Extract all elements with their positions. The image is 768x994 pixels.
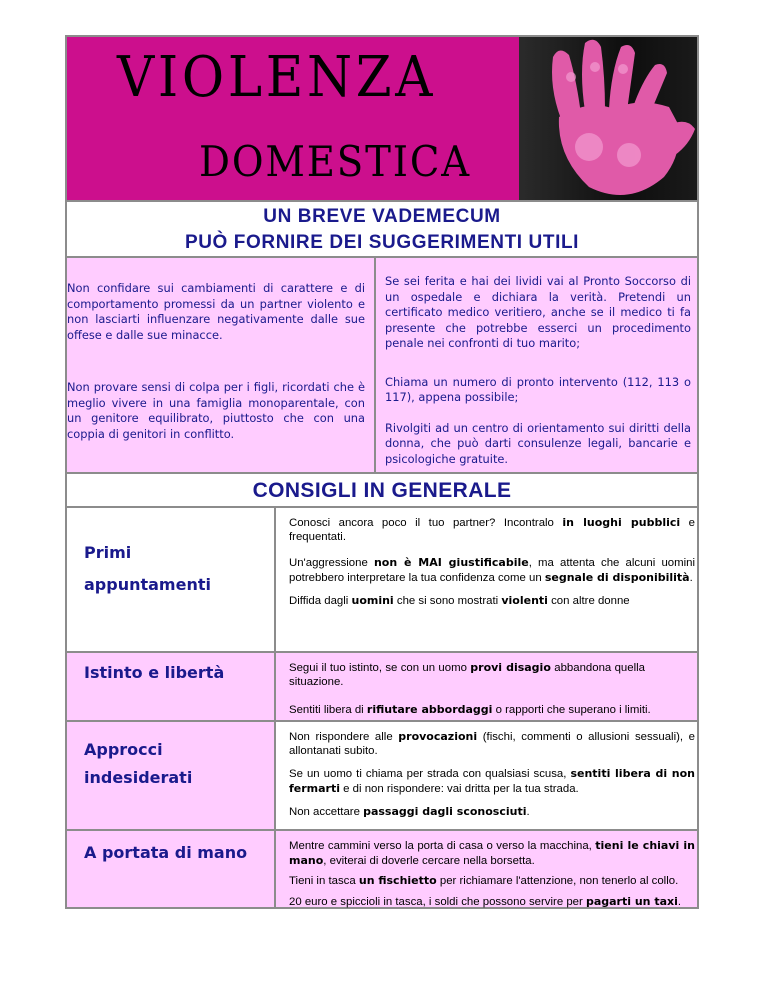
advice-text: 20 euro e spiccioli in tasca, i soldi che possono servire per pagarti un taxi. <box>289 894 682 908</box>
tip-text: Non confidare sui cambiamenti di carattere e di comportamento promessi da un partner violento e non lasciarti influenzare negativamente dalle sue offese e dalle sue minacce. <box>67 281 365 342</box>
advice-text: Se un uomo ti chiama per strada con qualsiasi scusa, sentiti libera di non fermarti e di non rispondere: vai dritta per la tua strada. <box>289 767 695 795</box>
header-banner <box>67 37 697 200</box>
row-body <box>276 653 697 720</box>
advice-text: Un'aggressione non è MAI giustificabile, ma attenta che alcuni uomini potrebbero interpretare la tua confidenza come un segnale di disponibilità. <box>289 556 696 584</box>
row-body <box>276 722 697 829</box>
row-label-line1: A portata di mano <box>84 843 248 862</box>
row-label <box>67 722 276 829</box>
tip-text: Non provare sensi di colpa per i figli, ricordati che è meglio vivere in una famiglia monoparentale, con un genitore equilibrato, piuttosto che con una coppia di genitori in conflitto. <box>67 380 365 441</box>
row-label-line1: Istinto e libertà <box>84 663 225 682</box>
title-line1: VIOLENZA <box>117 45 437 110</box>
row-label-line2: appuntamenti <box>84 575 211 594</box>
flyer <box>65 35 699 909</box>
advice-text: Mentre cammini verso la porta di casa o verso la macchina, tieni le chiavi in mano, eviterai di doverle cercare nella borsetta. <box>289 839 695 867</box>
advice-text: Non accettare passaggi dagli sconosciuti. <box>289 805 530 818</box>
advice-text: Conosci ancora poco il tuo partner? Incontralo in luoghi pubblici e frequentati. <box>289 516 695 543</box>
advice-row <box>67 653 697 722</box>
subtitle <box>67 200 697 258</box>
subtitle-line1: UN BREVE VADEMECUM <box>263 206 501 227</box>
row-label <box>67 508 276 651</box>
tip-text: Chiama un numero di pronto intervento (112, 113 o 117), appena possibile; <box>385 374 691 404</box>
row-label-line1: Approcci <box>84 740 163 759</box>
advice-text: Diffida dagli uomini che si sono mostrati violenti con altre donne <box>289 594 630 607</box>
tips-right-column <box>376 258 697 472</box>
row-label <box>67 653 276 720</box>
advice-row <box>67 508 697 653</box>
advice-text: Sentiti libera di rifiutare abbordaggi o rapporti che superano i limiti. <box>289 703 651 716</box>
hand-icon <box>519 37 697 200</box>
tip-text: Se sei ferita e hai dei lividi vai al Pronto Soccorso di un ospedale e dichiara la verità. Pretendi un certificato medico veritiero, anche se il medico ti fa presente che potrebbe esserci un procedimento penale nei confronti di tuo marito; <box>385 274 691 350</box>
tips-section <box>67 258 697 472</box>
subtitle-line2: PUÒ FORNIRE DEI SUGGERIMENTI UTILI <box>184 232 580 253</box>
row-label <box>67 831 276 907</box>
section-title: CONSIGLI IN GENERALE <box>67 472 697 508</box>
row-body <box>276 831 697 907</box>
advice-text: Tieni in tasca un fischietto per richiamare l'attenzione, non tenerlo al collo. <box>289 874 679 887</box>
row-label-line1: Primi <box>84 543 132 562</box>
tips-left-column <box>67 258 376 472</box>
advice-text: Non rispondere alle provocazioni (fischi, commenti o allusioni sessuali), e allontanati subito. <box>289 730 695 757</box>
advice-row <box>67 722 697 831</box>
advice-row <box>67 831 697 907</box>
row-body <box>276 508 697 651</box>
title-line2: DOMESTICA <box>199 137 471 186</box>
advice-text: Segui il tuo istinto, se con un uomo provi disagio abbandona quella situazione. <box>289 661 645 688</box>
tip-text: Rivolgiti ad un centro di orientamento sui diritti della donna, che può darti consulenze legali, bancarie e psicologiche gratuite. <box>385 420 691 466</box>
row-label-line2: indesiderati <box>84 768 193 787</box>
